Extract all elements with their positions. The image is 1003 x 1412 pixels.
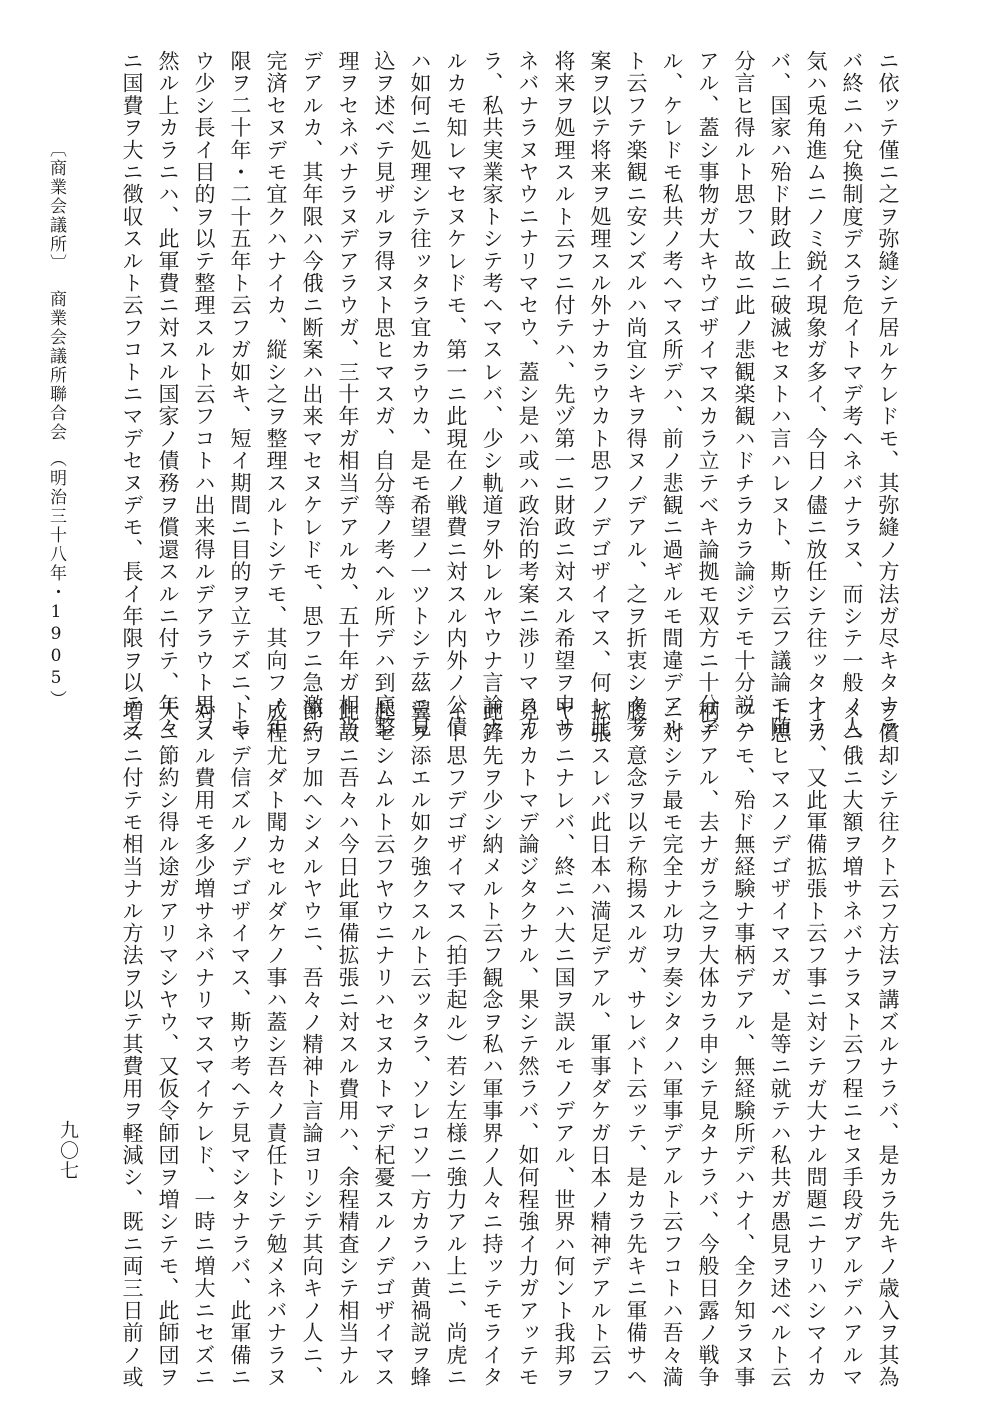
bottom-text-line: ト思ヒマスノデゴザイマスガ、是等ニ就テハ私共ガ愚見ヲ述ベルト云 (768, 700, 792, 1389)
era-label: （明治三十八年・1905） (46, 450, 66, 709)
top-text-line: アル、蓋シ事物ガ大キウゴザイマスカラ立テベキ論拠モ双方ニ十分ア (696, 50, 720, 739)
top-text-line: ハ如何ニ処理シテ往ッタラ宜カラウカ、是モ希望ノ一ツトシテ茲ニ見 (408, 50, 432, 739)
bottom-text-line: 柄デアル、去ナガラ之ヲ大体カラ申シテ見タナラバ、今般日露ノ戦争 (696, 700, 720, 1389)
top-text-line: 案ヲ以テ将来ヲ処理スル外ナカラウカト思フノデゴザイマス、何レ此 (588, 50, 612, 739)
top-text-line: 完済セヌデモ宜クハナイカ、縦シ之ヲ整理スルトシテモ、其向フノ年 (264, 50, 288, 739)
bottom-text-line: ヲ償却シテ往クト云フ方法ヲ講ズルナラバ、是カラ先キノ歳入ヲ其為 (876, 700, 900, 1389)
top-text-line: ル、ケレドモ私共ノ考ヘマス所デハ、前ノ悲観ニ過ギルモ間違デアル (660, 50, 684, 739)
top-text-line: ト云フテ楽観ニ安ンズルハ尚宜シキヲ得ヌノデアル、之ヲ折衷シタ考 (624, 50, 648, 739)
bottom-text-line: フテモ、殆ド無経験ナ事柄デアル、無経験所デハナイ、全ク知ラヌ事 (732, 700, 756, 1389)
bottom-text-line: イカ、又此軍備拡張ト云フ事ニ対シテガ大ナル問題ニナリハシマイカ (804, 700, 828, 1389)
top-text-line: 気ハ兎角進ムニノミ鋭イ現象ガ多イ、今日ノ儘ニ放任シテ往ッタナラ (804, 50, 828, 739)
bottom-text-line: 対スル費用モ多少増サネバナリマスマイケレド、一時ニ増大ニセズニ (192, 700, 216, 1389)
top-text-line: 将来ヲ処理スルト云フニ付テハ、先ヅ第一ニ財政ニ対スル希望ヲ申サ (552, 50, 576, 739)
top-text-line: ニ依ッテ僅ニ之ヲ弥縫シテ居ルケレドモ、其弥縫ノ方法ガ尽キタナラ (876, 50, 900, 739)
bottom-text-line: 此鋒先ヲ少シ納メルト云フ観念ヲ私ハ軍事界ノ人々ニ持ッテモライタ (480, 700, 504, 1389)
top-text-line: ラ、私共実業家トシテ考ヘマスレバ、少シ軌道ヲ外レルヤウナ言論ナ (480, 50, 504, 739)
bottom-text-line: ヤウニナレバ、終ニハ大ニ国ヲ誤ルモノデアル、世界ハ何ント我邦ヲ (552, 700, 576, 1389)
bottom-text-line: 拡張スレバ此日本ハ満足デアル、軍事ダケガ日本ノ精神デアルト云フ (588, 700, 612, 1389)
bottom-text-line: 腹ノ意念ヲ以テ称揚スルガ、サレバト云ッテ、是カラ先キニ軍備サヘ (624, 700, 648, 1389)
bottom-text-line: 増スニ付テモ相当ナル方法ヲ以テ其費用ヲ軽減シ、既ニ両三日前ノ或 (120, 700, 144, 1389)
bottom-text-line: ニ対シテ最モ完全ナル功ヲ奏シタノハ軍事デアルト云フコトハ吾々満 (660, 700, 684, 1389)
bottom-text-line: 見ルカトマデ論ジタクナル、果シテ然ラバ、如何程強イ力ガアッテモ (516, 700, 540, 1389)
bottom-text-line: トマデ信ズルノデゴザイマス、斯ウ考ヘテ見マシタナラバ、此軍備ニ (228, 700, 252, 1389)
top-text-line: 理ヲセネバナラヌデアラウガ、三十年ガ相当デアルカ、五十年ガ相当 (336, 50, 360, 739)
top-text-line: ネバナラヌヤウニナリマセウ、蓋シ是ハ或ハ政治的考案ニ渉リマスカ (516, 50, 540, 739)
bottom-text-line: 節約ヲ加ヘシメルヤウニ、吾々ノ精神ト言論ヨリシテ其向キノ人ニ、 (300, 700, 324, 1389)
top-text-line: ルカモ知レマセヌケレドモ、第一ニ此現在ノ戦費ニ対スル内外ノ公債 (444, 50, 468, 739)
bottom-text-line: 大ニ節約シ得ル途ガアリマシヤウ、又仮令師団ヲ増シテモ、此師団ヲ (156, 700, 180, 1389)
top-text-line: 限ヲ二十年・二十五年ト云フガ如キ、短イ期間ニ目的ヲ立テズニ、モ (228, 50, 252, 739)
page-number: 九〇七 (57, 1120, 79, 1181)
section-label: 〔商業会議所〕 (46, 140, 66, 273)
bottom-text-line: イト思フデゴザイマス（拍手起ル）若シ左様ニ強力アル上ニ、尚虎ニ (444, 700, 468, 1389)
top-text-line: 然ル上カラニハ、此軍費ニ対スル国家ノ債務ヲ償還スルニ付テ、年々 (156, 50, 180, 739)
bottom-text-line: 此故ニ吾々ハ今日此軍備拡張ニ対スル費用ハ、余程精査シテ相当ナル (336, 700, 360, 1389)
top-text-line: バ、国家ハ殆ド財政上ニ破滅セヌトハ言ハレヌト、斯ウ云フ議論モ随 (768, 50, 792, 739)
bottom-text-line: メニ俄ニ大額ヲ増サネバナラヌト云フ程ニセヌ手段ガアルデハアルマ (840, 700, 864, 1389)
top-text-line: 分言ヒ得ルト思フ、故ニ此ノ悲観楽観ハドチラカラ論ジテモ十分説ハ (732, 50, 756, 739)
top-text-line: ニ国費ヲ大ニ徴収スルト云フコトニマデセヌデモ、長イ年限ヲ以テ之 (120, 50, 144, 739)
bottom-text-line: 翼ヲ添エル如ク強クスルト云ッタラ、ソレコソ一方カラハ黄禍説ヲ蜂 (408, 700, 432, 1389)
top-text-line: デアルカ、其年限ハ今俄ニ断案ハ出来マセヌケレドモ、思フニ急激ニ (300, 50, 324, 739)
organization-title: 商業会議所聯合会 (46, 290, 66, 442)
bottom-text-line: 起セシムルト云フヤウニナリハセヌカトマデ杞憂スルノデゴザイマス (372, 700, 396, 1389)
bottom-text-line: 成程尤ダト聞カセルダケノ事ハ蓋シ吾々ノ責任トシテ勉メネバナラヌ (264, 700, 288, 1389)
top-text-line: バ終ニハ兌換制度デスラ危イトマデ考ヘネバナラヌ、而シテ一般ノ人 (840, 50, 864, 739)
top-text-line: ウ少シ長イ目的ヲ以テ整理スルト云フコトハ出来得ルデアラウト思フ (192, 50, 216, 739)
top-text-line: 込ヲ述ベテ見ザルヲ得ヌト思ヒマスガ、自分等ノ考ヘル所デハ到底整 (372, 50, 396, 739)
